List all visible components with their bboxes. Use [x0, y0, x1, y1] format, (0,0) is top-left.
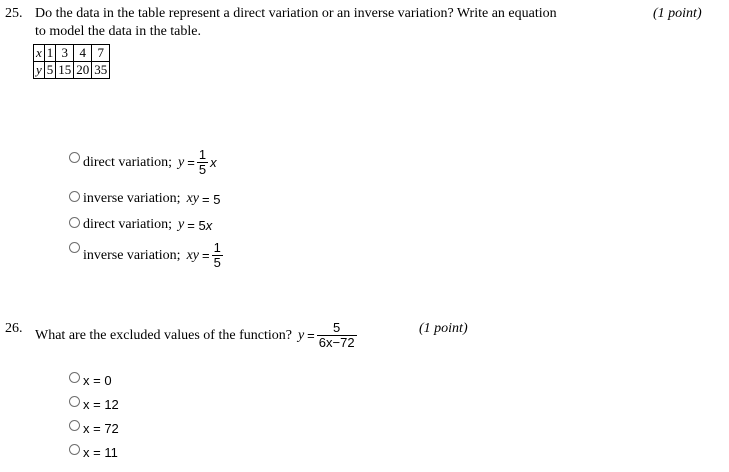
choice-eq: = 5 [187, 217, 206, 233]
choice-tail: x [205, 217, 213, 233]
q26-choice-c-radio[interactable] [69, 420, 80, 431]
table-cell: 35 [92, 62, 110, 79]
q25-choice-c-radio[interactable] [69, 217, 80, 228]
q26-choice-b-radio[interactable] [69, 396, 80, 407]
table-row-y [34, 62, 110, 79]
choice-label: x = 72 [83, 421, 119, 436]
choice-fraction [212, 241, 223, 270]
q26-choice-a[interactable] [69, 373, 112, 388]
q25-data-table [33, 44, 110, 79]
table-cell: 15 [56, 62, 74, 79]
q25-choice-a-radio[interactable] [69, 152, 80, 163]
q26-choice-d-radio[interactable] [69, 444, 80, 455]
q26-number: 26. [5, 321, 23, 336]
q26-func-var: y [297, 327, 305, 343]
q25-choice-a[interactable] [69, 148, 217, 177]
fraction-numerator: 1 [213, 240, 221, 255]
choice-var: y [178, 217, 185, 232]
choice-label: direct variation; [83, 154, 173, 170]
table-cell: 7 [92, 45, 110, 62]
table-cell: 4 [74, 45, 92, 62]
choice-tail: x [210, 155, 217, 170]
q26-points: (1 point) [419, 321, 468, 336]
q26-choice-d[interactable] [69, 445, 118, 460]
table-cell: 1 [44, 45, 56, 62]
table-cell: 5 [44, 62, 56, 79]
q25-choice-d[interactable] [69, 241, 225, 270]
q26-prompt [35, 321, 359, 350]
fraction-denominator: 5 [198, 162, 207, 177]
fraction-denominator: 5 [213, 255, 221, 270]
q26-choice-b[interactable] [69, 397, 119, 412]
table-row-x [34, 45, 110, 62]
q26-fraction [317, 321, 357, 350]
choice-eq: = 5 [202, 191, 221, 207]
table-cell: 3 [56, 45, 74, 62]
fraction-numerator: 5 [333, 320, 341, 335]
choice-eq: = [187, 155, 195, 170]
q25-points: (1 point) [653, 6, 702, 21]
q26-choice-c[interactable] [69, 421, 119, 436]
q25-choice-b-radio[interactable] [69, 191, 80, 202]
q25-choice-d-radio[interactable] [69, 242, 80, 253]
table-header-x: x [34, 45, 45, 62]
choice-label: x = 11 [83, 445, 118, 460]
q25-text-line1: Do the data in the table represent a direct variation or an inverse variation? Write an equation [35, 6, 557, 21]
choice-label: inverse variation; [83, 191, 181, 206]
fraction-numerator: 1 [198, 147, 207, 162]
choice-label: x = 12 [83, 397, 119, 412]
choice-eq: = [202, 248, 210, 263]
choice-label: direct variation; [83, 217, 173, 232]
table-header-y: y [34, 62, 45, 79]
table-cell: 20 [74, 62, 92, 79]
q26-func-eq: = [307, 328, 315, 343]
q25-choice-b[interactable] [69, 191, 220, 207]
q25-number: 25. [5, 6, 23, 21]
fraction-denominator: 6x−72 [318, 335, 355, 350]
q26-text: What are the excluded values of the function? [35, 327, 292, 343]
choice-var: xy [186, 191, 200, 206]
choice-label: x = 0 [83, 373, 112, 388]
q26-choice-a-radio[interactable] [69, 372, 80, 383]
q25-text-line2: to model the data in the table. [35, 24, 202, 39]
choice-label: inverse variation; [83, 247, 181, 263]
choice-var: y [178, 154, 185, 170]
choice-fraction [197, 148, 208, 177]
choice-var: xy [186, 247, 200, 263]
q25-choice-c[interactable] [69, 217, 212, 233]
